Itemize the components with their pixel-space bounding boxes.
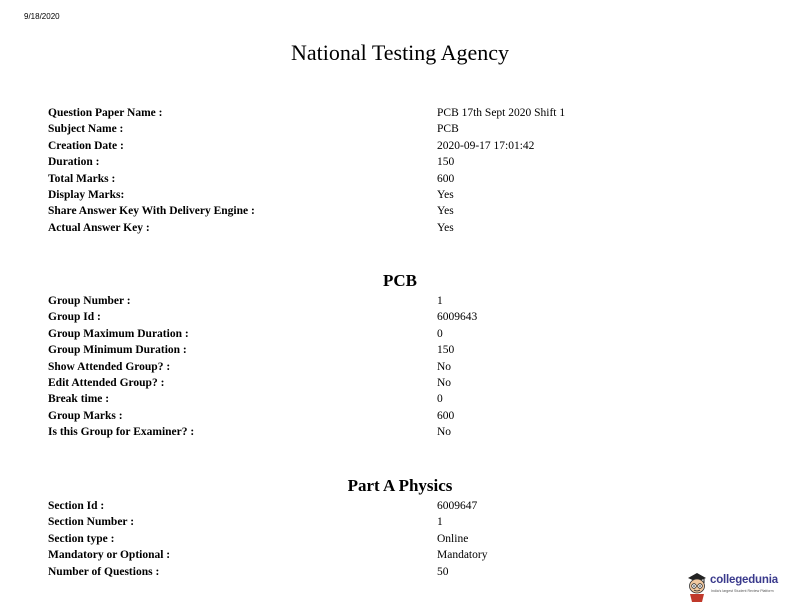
info-value: 1 bbox=[437, 295, 443, 307]
info-label: Duration : bbox=[48, 156, 100, 169]
info-value: Mandatory bbox=[437, 549, 488, 562]
section-info-row bbox=[48, 564, 648, 580]
info-label: Group Marks : bbox=[48, 409, 123, 422]
group-info-row bbox=[48, 391, 648, 407]
info-label: Share Answer Key With Delivery Engine : bbox=[48, 205, 255, 218]
info-label: Section type : bbox=[48, 532, 115, 545]
group-info-list bbox=[48, 293, 648, 441]
info-value: No bbox=[437, 360, 452, 373]
info-label: Is this Group for Examiner? : bbox=[48, 426, 195, 439]
section-info-row bbox=[48, 498, 648, 514]
paper-info-row bbox=[48, 121, 648, 137]
paper-info-row bbox=[48, 203, 648, 219]
group-info-row bbox=[48, 375, 648, 391]
group-heading: PCB bbox=[383, 271, 417, 290]
info-value: Yes bbox=[437, 221, 454, 234]
info-value: 0 bbox=[437, 327, 443, 340]
info-value: 600 bbox=[437, 409, 455, 422]
info-value: 6009643 bbox=[437, 311, 478, 324]
info-label: Show Attended Group? : bbox=[48, 360, 171, 373]
group-info-row bbox=[48, 359, 648, 375]
paper-info-row bbox=[48, 138, 648, 154]
info-label: Actual Answer Key : bbox=[48, 221, 150, 234]
info-label: Section Number : bbox=[48, 516, 135, 529]
paper-info-row bbox=[48, 105, 648, 121]
group-info-row bbox=[48, 342, 648, 358]
info-value: 2020-09-17 17:01:42 bbox=[437, 139, 535, 152]
print-date: 9/18/2020 bbox=[24, 12, 60, 21]
paper-info-row bbox=[48, 154, 648, 170]
info-value: 50 bbox=[437, 565, 449, 578]
info-label: Display Marks: bbox=[48, 188, 125, 201]
info-label: Group Number : bbox=[48, 295, 131, 307]
group-info-row bbox=[48, 309, 648, 325]
info-label: Edit Attended Group? : bbox=[48, 376, 165, 389]
page-title: National Testing Agency bbox=[290, 40, 509, 65]
info-value: Yes bbox=[437, 205, 454, 218]
info-label: Mandatory or Optional : bbox=[48, 549, 171, 562]
paper-info-row bbox=[48, 187, 648, 203]
student-mascot-icon bbox=[684, 569, 710, 603]
info-value: PCB bbox=[437, 123, 459, 136]
info-label: Subject Name : bbox=[48, 123, 124, 136]
info-value: 1 bbox=[437, 516, 443, 529]
info-value: 600 bbox=[437, 172, 455, 185]
section-heading: Part A Physics bbox=[347, 476, 453, 495]
info-label: Question Paper Name : bbox=[48, 107, 163, 119]
group-info-row bbox=[48, 326, 648, 342]
info-label: Group Minimum Duration : bbox=[48, 344, 187, 357]
info-value: Yes bbox=[437, 188, 454, 201]
group-info-row bbox=[48, 424, 648, 440]
section-info-list bbox=[48, 498, 648, 580]
collegedunia-logo bbox=[684, 569, 784, 605]
info-value: Online bbox=[437, 532, 469, 545]
paper-info-row bbox=[48, 220, 648, 236]
section-info-row bbox=[48, 547, 648, 563]
section-info-row bbox=[48, 514, 648, 530]
info-label: Group Id : bbox=[48, 311, 101, 324]
info-label: Total Marks : bbox=[48, 172, 116, 185]
info-label: Creation Date : bbox=[48, 139, 124, 152]
info-value: No bbox=[437, 426, 452, 439]
info-label: Number of Questions : bbox=[48, 565, 160, 578]
info-value: 0 bbox=[437, 393, 443, 406]
logo-tagline: India's largest Student Review Platform bbox=[711, 589, 774, 593]
paper-info-list bbox=[48, 105, 648, 236]
paper-info-row bbox=[48, 171, 648, 187]
info-label: Section Id : bbox=[48, 500, 105, 512]
group-info-row bbox=[48, 293, 648, 309]
info-label: Group Maximum Duration : bbox=[48, 327, 189, 340]
info-label: Break time : bbox=[48, 393, 110, 406]
info-value: 6009647 bbox=[437, 500, 478, 512]
info-value: No bbox=[437, 376, 452, 389]
info-value: 150 bbox=[437, 156, 455, 169]
info-value: PCB 17th Sept 2020 Shift 1 bbox=[437, 107, 566, 119]
group-info-row bbox=[48, 408, 648, 424]
info-value: 150 bbox=[437, 344, 455, 357]
logo-wordmark: collegedunia bbox=[710, 574, 778, 586]
section-info-row bbox=[48, 531, 648, 547]
